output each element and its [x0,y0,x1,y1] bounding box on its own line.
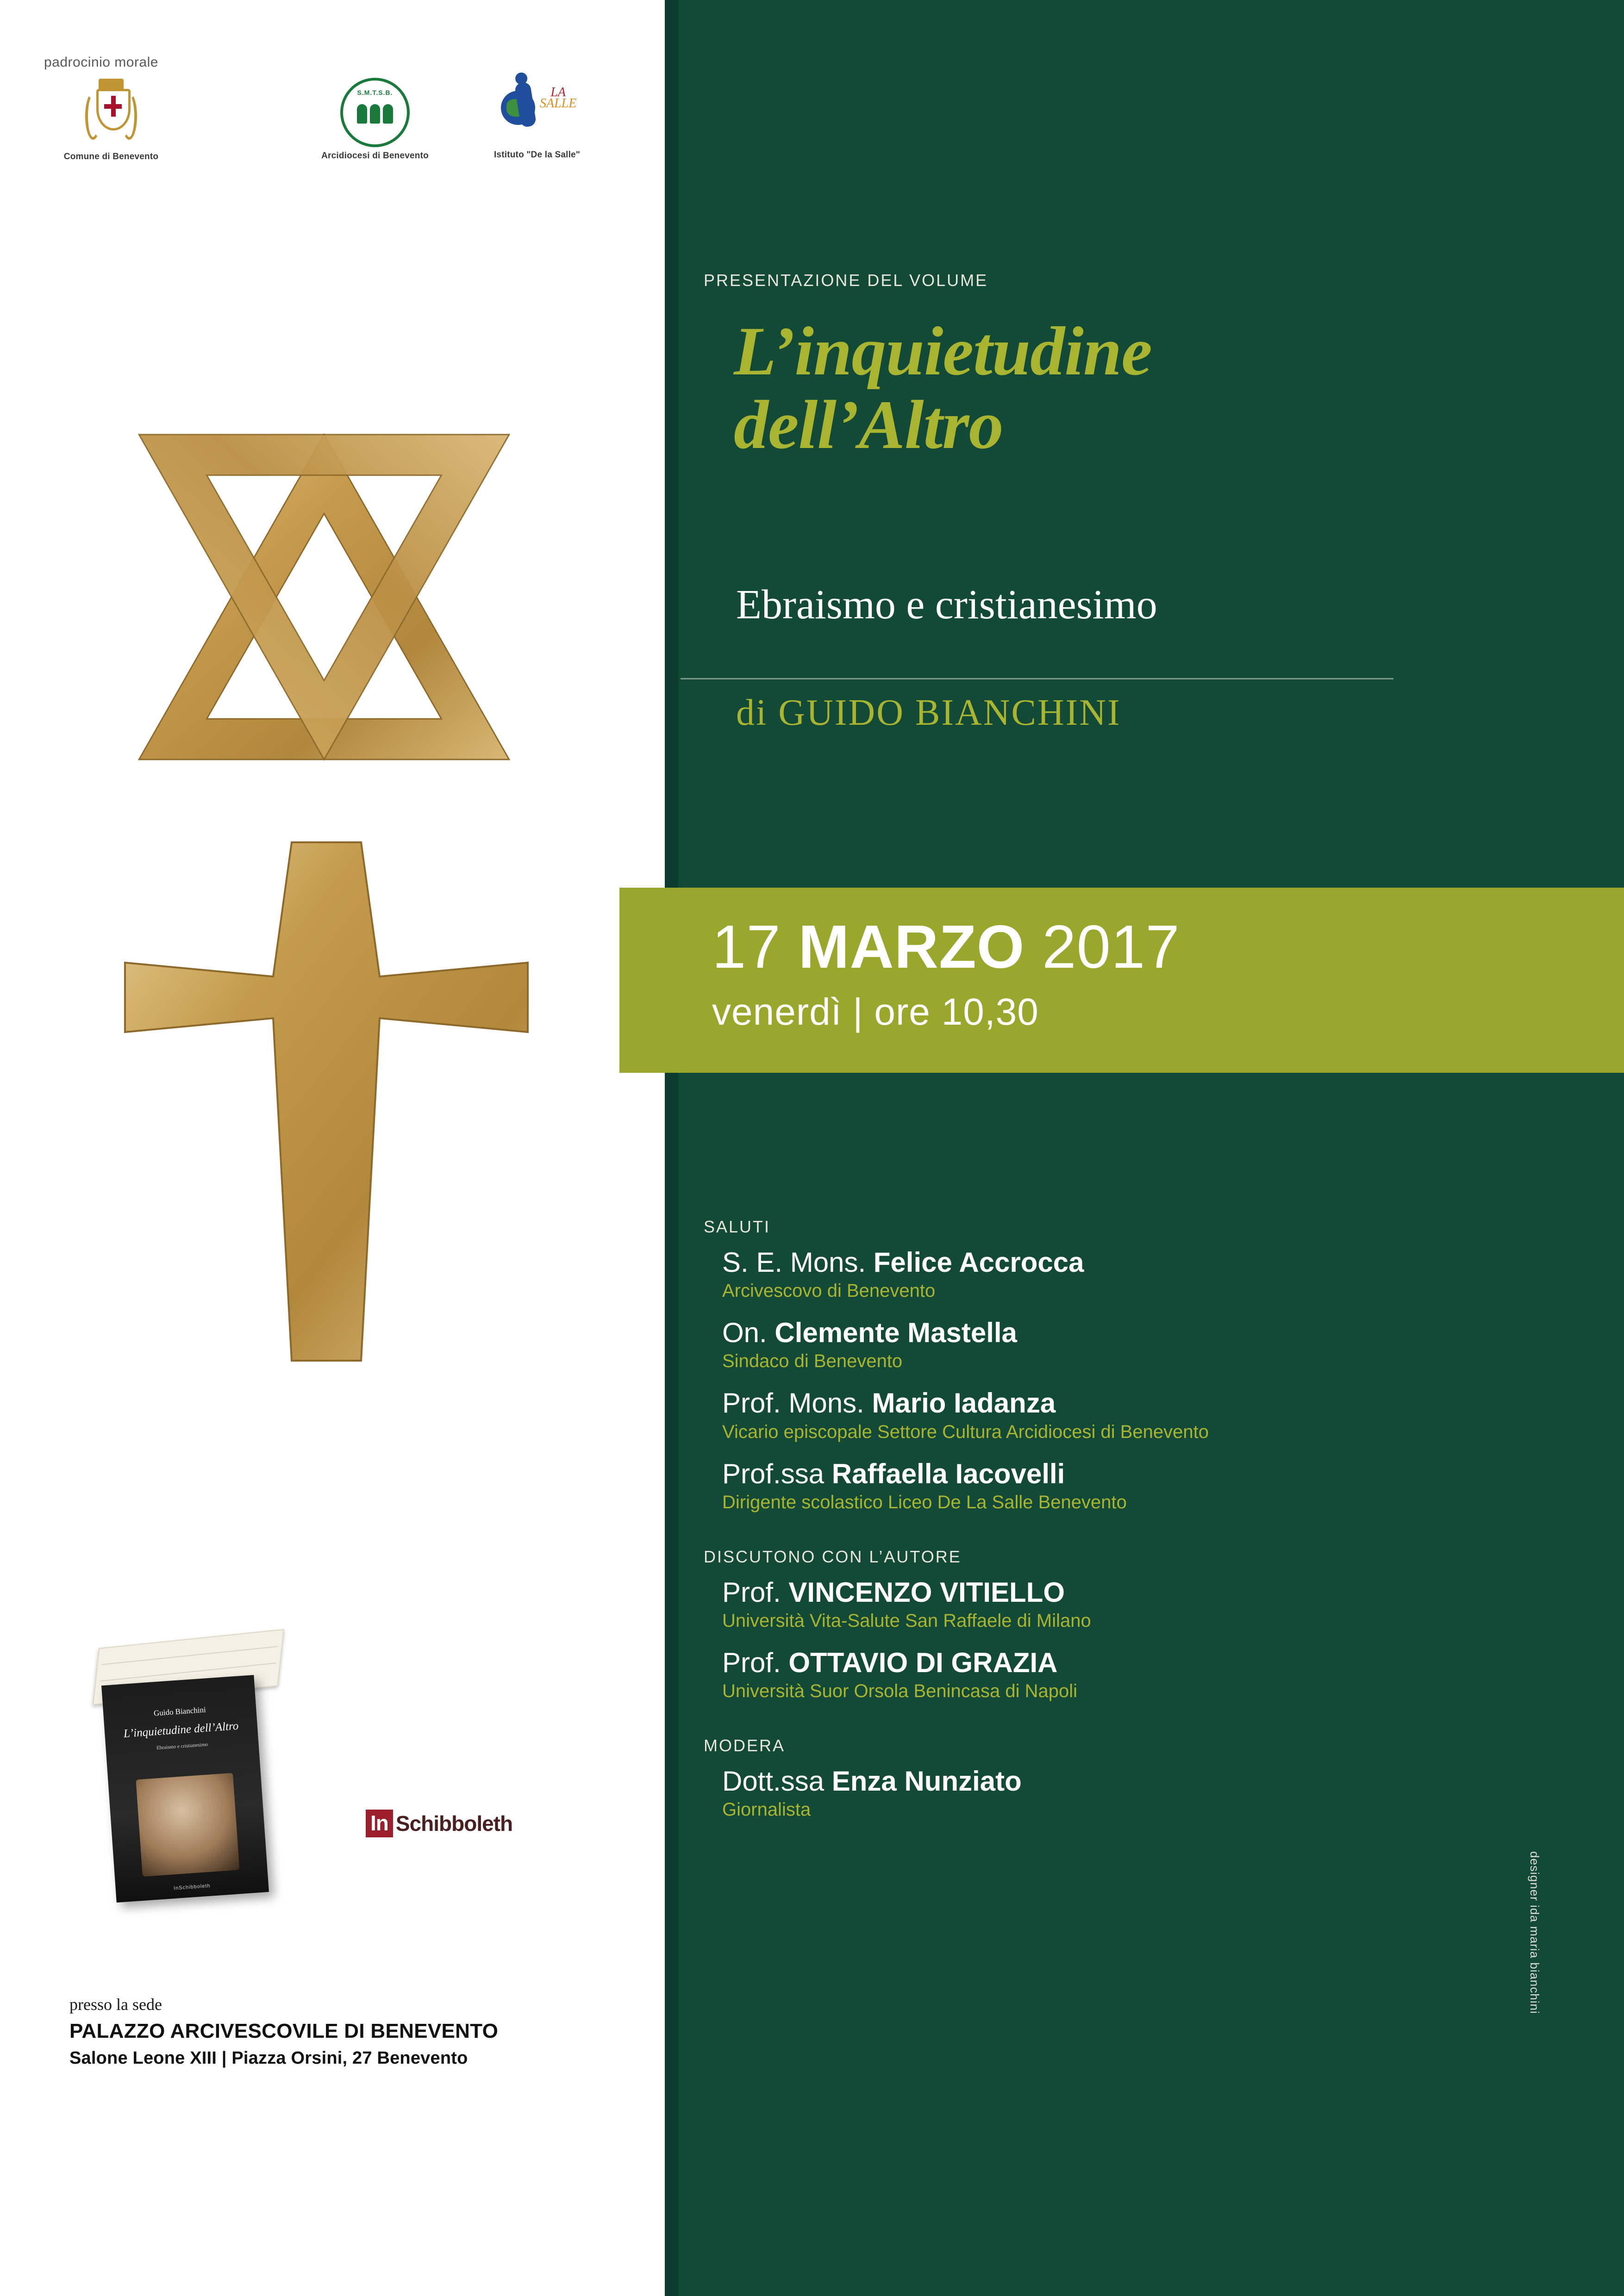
seal-inner-text: S.M.T.S.B. [357,89,393,96]
sponsor-logos [37,74,630,213]
venue-block [69,1995,639,2068]
program-entry [704,1458,1574,1513]
date-month: MARZO [798,913,1025,981]
comune-crest-icon [83,79,139,148]
section-label-saluti: SALUTI [704,1217,771,1236]
speaker-fullname: OTTAVIO DI GRAZIA [788,1647,1058,1678]
book-cover-author: Guido Bianchini [153,1705,206,1718]
speaker-fullname: Mario Iadanza [872,1388,1056,1419]
author-line: di GUIDO BIANCHINI [736,692,1121,733]
venue-line-1: presso la sede [69,1995,162,2014]
speaker-fullname: Raffaella Iacovelli [831,1458,1065,1489]
speaker-name [722,1577,1574,1608]
speaker-role: Giornalista [722,1799,811,1820]
publisher-logo-word: Schibboleth [395,1811,513,1836]
book-front-cover [101,1675,269,1903]
logo-caption: Comune di Benevento [63,152,159,162]
page-subtitle: Ebraismo e cristianesimo [736,582,1157,628]
program-entry [704,1247,1574,1301]
date-band [619,888,1624,1073]
speaker-fullname: Felice Accrocca [873,1247,1084,1278]
section-label-discutono: DISCUTONO CON L’AUTORE [704,1547,962,1566]
speaker-prefix: Prof. [722,1576,789,1608]
section-label-modera: MODERA [704,1736,786,1755]
speaker-name [722,1458,1574,1489]
patrocinio-label: padrocinio morale [44,55,158,70]
speaker-role: Sindaco di Benevento [722,1351,903,1372]
book-cover-illustration [136,1773,239,1877]
speaker-fullname: Enza Nunziato [831,1766,1022,1797]
speaker-fullname: Clemente Mastella [775,1317,1017,1349]
title-line-1: L’inquietudine [734,313,1152,390]
kicker-text: PRESENTAZIONE DEL VOLUME [704,271,988,290]
date-main [712,912,1180,982]
book-photo-block [69,1629,616,1935]
de-la-salle-icon: LA SALLE [495,77,579,146]
logo-caption: Istituto "De la Salle" [493,150,581,160]
speaker-role: Università Suor Orsola Benincasa di Napoli [722,1681,1078,1702]
speaker-role: Vicario episcopale Settore Cultura Arcidiocesi di Benevento [722,1421,1209,1442]
title-line-2: dell’Altro [734,386,1003,463]
date-year: 2017 [1042,913,1180,981]
title-divider [681,678,1393,679]
book-cover-imprint: InSchibboleth [173,1883,211,1892]
publisher-logo-in: In [366,1810,393,1837]
speaker-name [722,1766,1574,1797]
speaker-role: Dirigente scolastico Liceo De La Salle Benevento [722,1492,1127,1512]
page-title [734,315,1567,462]
program-entry [704,1577,1574,1631]
speaker-role: Università Vita-Salute San Raffaele di Milano [722,1610,1091,1631]
program-block [704,1217,1574,1836]
star-and-cross-artwork [46,324,616,1435]
venue-line-3: Salone Leone XIII | Piazza Orsini, 27 Benevento [69,2048,468,2068]
speaker-prefix: S. E. Mons. [722,1247,874,1278]
book-cover-image [79,1638,338,1911]
date-day: 17 [712,913,781,981]
designer-credit: designer ida maria bianchini [1528,1851,1542,2014]
speaker-prefix: On. [722,1317,775,1349]
star-of-david-icon [65,338,583,856]
program-entry [704,1388,1574,1442]
speaker-role: Arcivescovo di Benevento [722,1281,936,1301]
speaker-name [722,1247,1574,1278]
date-time-line: venerdì | ore 10,30 [712,991,1039,1033]
speaker-fullname: VINCENZO VITIELLO [788,1576,1065,1608]
book-cover-title: L’inquietudine dell’Altro [123,1719,239,1740]
speaker-name [722,1317,1574,1348]
logo-caption: Arcidiocesi di Benevento [321,151,429,161]
white-divider-strip [648,0,665,2296]
program-entry [704,1317,1574,1372]
book-cover-subtitle: Ebraismo e cristianesimo [156,1742,208,1751]
speaker-prefix: Prof. Mons. [722,1388,872,1419]
speaker-name [722,1647,1574,1678]
logo-istituto-de-la-salle [468,77,606,160]
speaker-prefix: Prof.ssa [722,1458,832,1489]
cross-icon [74,824,579,1379]
venue-line-2: PALAZZO ARCIVESCOVILE DI BENEVENTO [69,2020,499,2042]
speaker-prefix: Prof. [722,1647,789,1678]
speaker-name [722,1388,1574,1419]
program-entry [704,1766,1574,1820]
logo-arcidiocesi-di-benevento [301,78,449,161]
speaker-prefix: Dott.ssa [722,1766,832,1797]
arcidiocesi-seal-icon [340,78,410,147]
program-entry [704,1647,1574,1702]
publisher-logo [366,1810,512,1837]
logo-comune-di-benevento [51,79,171,162]
